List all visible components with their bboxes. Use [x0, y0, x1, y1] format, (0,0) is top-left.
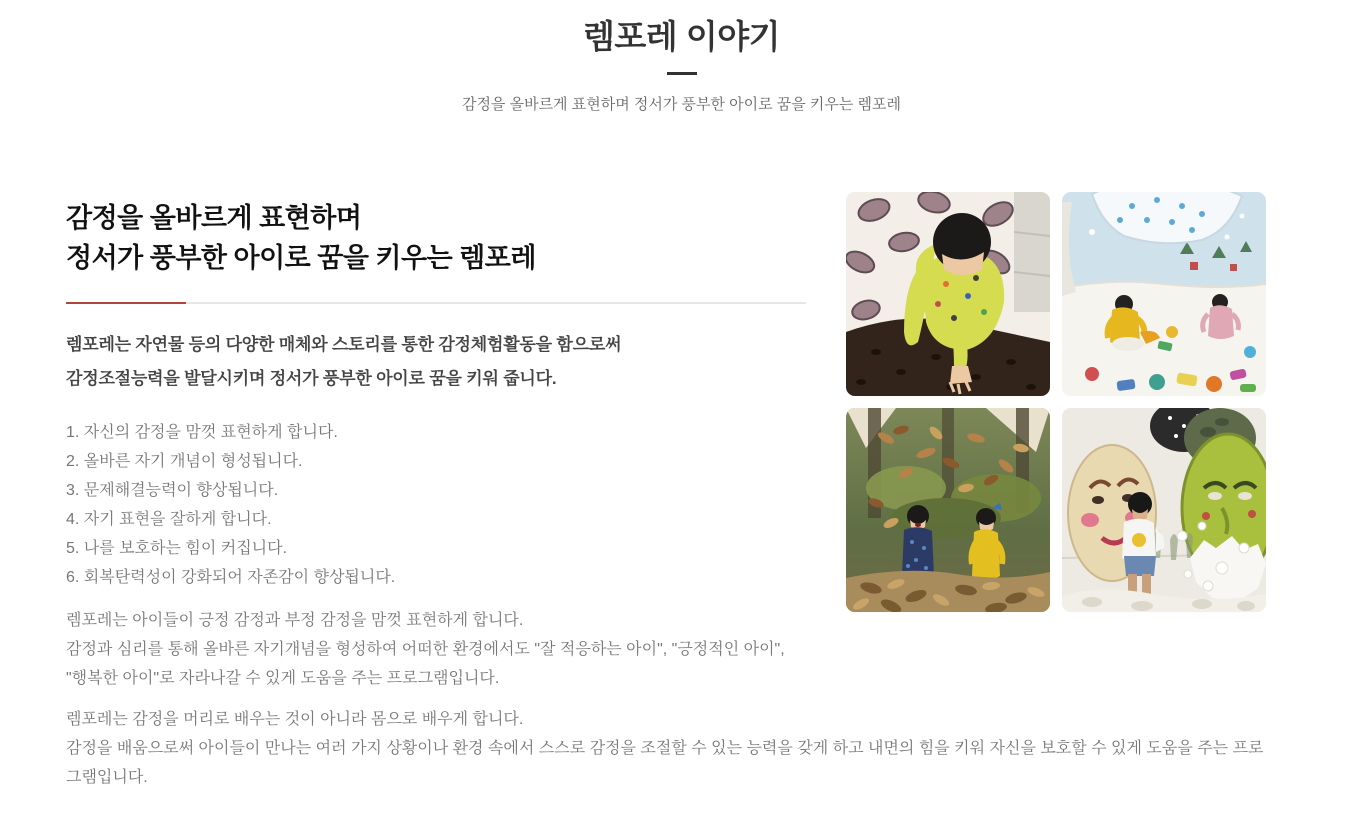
page-header [0, 0, 1363, 112]
snow-play-photo [1062, 192, 1266, 396]
benefit-item: 5. 나를 보호하는 힘이 커집니다. [66, 540, 288, 557]
coffee-bean-sensory-play-photo [846, 192, 1050, 396]
benefit-item: 2. 올바른 자기 개념이 형성됩니다. [66, 453, 303, 470]
benefit-item: 6. 회복탄력성이 강화되어 자존감이 향상됩니다. [66, 569, 396, 586]
paragraph-body-learning [66, 705, 1266, 792]
section-heading-line1: 감정을 올바르게 표현하며 [66, 203, 362, 233]
paragraph-expression-line1: 렘포레는 아이들이 긍정 감정과 부정 감정을 맘껏 표현하게 합니다. [66, 612, 524, 629]
title-divider [667, 72, 697, 75]
paragraph-body-learning-rest: 감정을 배움으로써 아이들이 만나는 여러 가지 상황이나 환경 속에서 스스로 감정을 조절할 수 있는 능력을 갖게 하고 내면의 힘을 키워 자신을 보호할 수 있게 도움을 주는 프로그램입니다. [66, 740, 1264, 786]
benefit-item: 3. 문제해결능력이 향상됩니다. [66, 482, 279, 499]
intro-line2: 감정조절능력을 발달시키며 정서가 풍부한 아이로 꿈을 키워 줍니다. [66, 369, 557, 388]
paragraph-expression-rest: 감정과 심리를 통해 올바른 자기개념을 형성하여 어떠한 환경에서도 "잘 적응하는 아이", "긍정적인 아이", "행복한 아이"로 자라나갈 수 있게 도움을 주는 프로그램입니다. [66, 641, 785, 687]
section-heading [66, 192, 806, 278]
benefit-item: 4. 자기 표현을 잘하게 합니다. [66, 511, 272, 528]
article-text-column [66, 192, 806, 693]
intro-line1: 렘포레는 자연물 등의 다양한 매체와 스토리를 통한 감정체험활동을 함으로써 [66, 335, 622, 354]
paragraph-body-learning-line1: 렘포레는 감정을 머리로 배우는 것이 아니라 몸으로 배우게 합니다. [66, 711, 524, 728]
section-divider [66, 302, 806, 304]
page-title: 렘포레 이야기 [583, 18, 780, 55]
section-heading-line2: 정서가 풍부한 아이로 꿈을 키우는 렘포레 [66, 243, 536, 273]
benefit-item: 1. 자신의 감정을 맘껏 표현하게 합니다. [66, 424, 338, 441]
photo-grid [846, 192, 1266, 612]
intro-paragraph [66, 328, 806, 396]
page-subtitle: 감정을 올바르게 표현하며 정서가 풍부한 아이로 꿈을 키우는 렘포레 [461, 96, 902, 113]
benefit-list [66, 418, 806, 592]
section-divider-accent [66, 302, 186, 304]
paragraph-expression [66, 606, 806, 693]
mask-play-photo [1062, 408, 1266, 612]
main-content [66, 192, 1266, 693]
autumn-leaves-play-photo [846, 408, 1050, 612]
